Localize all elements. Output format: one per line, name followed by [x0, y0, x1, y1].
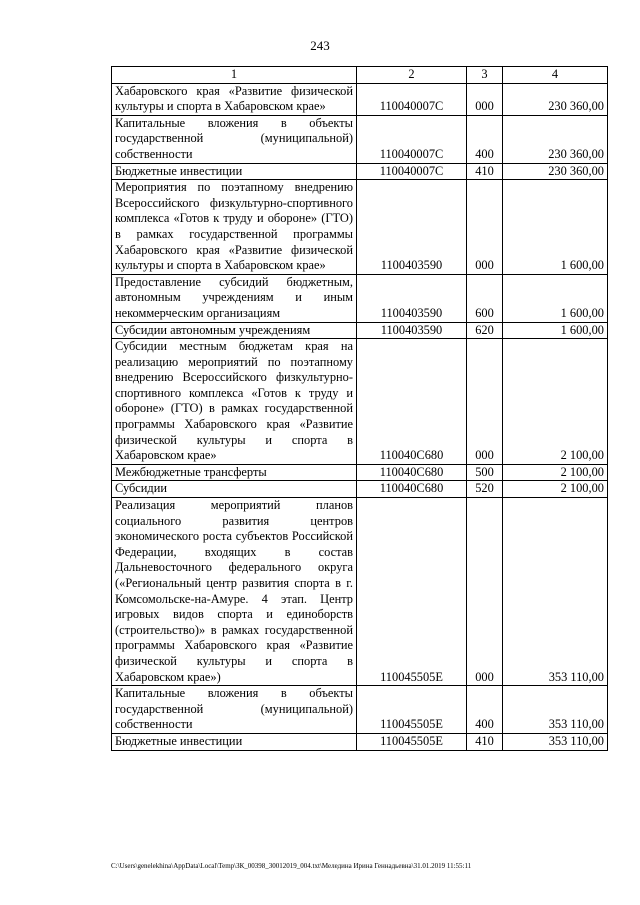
row-code-cell: 110040007С — [357, 163, 467, 180]
row-code-cell: 110040007С — [357, 83, 467, 115]
row-type-cell: 000 — [467, 180, 503, 275]
row-amount-cell: 1 600,00 — [503, 274, 608, 322]
row-name-cell: Реализация мероприятий планов социального развития центров экономического роста субъектов Российской Федерации, входящих в состав Дальневосточного федерального округа («Региональный центр развития спорта в г. Комсомольске-на-Амуре. 4 этап. Центр игровых видов спорта и единоборств (строительство)» в рамках государственной программы Хабаровского края «Развитие физической культуры и спорта в Хабаровском крае») — [112, 498, 357, 686]
row-name-cell: Хабаровского края «Развитие физической культуры и спорта в Хабаровском крае» — [112, 83, 357, 115]
row-type-cell: 620 — [467, 322, 503, 339]
row-name-cell: Субсидии автономным учреждениям — [112, 322, 357, 339]
row-name-cell: Предоставление субсидий бюджетным, автономным учреждениям и иным некоммерческим организациям — [112, 274, 357, 322]
row-code-cell: 1100403590 — [357, 274, 467, 322]
table-row — [112, 481, 608, 498]
row-amount-cell: 230 360,00 — [503, 163, 608, 180]
row-type-cell: 520 — [467, 481, 503, 498]
row-type-cell: 400 — [467, 115, 503, 163]
row-name-cell: Капитальные вложения в объекты государственной (муниципальной) собственности — [112, 115, 357, 163]
table-row — [112, 339, 608, 465]
header-col-4: 4 — [503, 67, 608, 84]
header-col-3: 3 — [467, 67, 503, 84]
header-col-2: 2 — [357, 67, 467, 84]
row-code-cell: 110040007С — [357, 115, 467, 163]
table-row — [112, 163, 608, 180]
row-name-cell: Межбюджетные трансферты — [112, 464, 357, 481]
table-row — [112, 274, 608, 322]
row-amount-cell: 2 100,00 — [503, 481, 608, 498]
row-name-cell: Субсидии местным бюджетам края на реализацию мероприятий по поэтапному внедрению Всероссийского физкультурно-спортивного комплекса «Готов к труду и обороне» (ГТО) в рамках государственной программы Хабаровского края «Развитие физической культуры и спорта в Хабаровском крае» — [112, 339, 357, 465]
header-col-1: 1 — [112, 67, 357, 84]
row-amount-cell: 353 110,00 — [503, 498, 608, 686]
table-row — [112, 498, 608, 686]
row-amount-cell: 230 360,00 — [503, 83, 608, 115]
row-type-cell: 600 — [467, 274, 503, 322]
row-name-cell: Бюджетные инвестиции — [112, 163, 357, 180]
row-type-cell: 410 — [467, 733, 503, 750]
row-amount-cell: 353 110,00 — [503, 733, 608, 750]
row-amount-cell: 230 360,00 — [503, 115, 608, 163]
row-code-cell: 110045505Е — [357, 498, 467, 686]
row-name-cell: Капитальные вложения в объекты государственной (муниципальной) собственности — [112, 686, 357, 734]
row-type-cell: 410 — [467, 163, 503, 180]
row-amount-cell: 1 600,00 — [503, 180, 608, 275]
page-number: 243 — [310, 38, 330, 53]
row-amount-cell: 2 100,00 — [503, 339, 608, 465]
table-row — [112, 464, 608, 481]
row-type-cell: 400 — [467, 686, 503, 734]
row-code-cell: 110040С680 — [357, 464, 467, 481]
row-type-cell: 500 — [467, 464, 503, 481]
row-code-cell: 110040С680 — [357, 339, 467, 465]
row-type-cell: 000 — [467, 498, 503, 686]
table-row — [112, 733, 608, 750]
row-name-cell: Мероприятия по поэтапному внедрению Всероссийского физкультурно-спортивного комплекса «Готов к труду и обороне» (ГТО) в рамках государственной программы Хабаровского края «Развитие физической культуры и спорта в Хабаровском крае» — [112, 180, 357, 275]
row-code-cell: 1100403590 — [357, 180, 467, 275]
budget-table — [111, 66, 608, 751]
row-amount-cell: 2 100,00 — [503, 464, 608, 481]
row-code-cell: 110045505Е — [357, 686, 467, 734]
row-type-cell: 000 — [467, 339, 503, 465]
table-row — [112, 322, 608, 339]
row-code-cell: 110045505Е — [357, 733, 467, 750]
row-name-cell: Субсидии — [112, 481, 357, 498]
row-amount-cell: 353 110,00 — [503, 686, 608, 734]
table-row — [112, 115, 608, 163]
footer-file-path: C:\Users\genelekhina\AppData\Local\Temp\ЗК_00398_30012019_004.txt\Меледина Ирина Геннадьевна\31.01.2019 11:55:11 — [111, 862, 472, 870]
row-code-cell: 110040С680 — [357, 481, 467, 498]
table-row — [112, 83, 608, 115]
table-row — [112, 686, 608, 734]
table-body — [112, 83, 608, 750]
table-row — [112, 180, 608, 275]
row-type-cell: 000 — [467, 83, 503, 115]
row-code-cell: 1100403590 — [357, 322, 467, 339]
table-header-row — [112, 67, 608, 84]
row-amount-cell: 1 600,00 — [503, 322, 608, 339]
row-name-cell: Бюджетные инвестиции — [112, 733, 357, 750]
